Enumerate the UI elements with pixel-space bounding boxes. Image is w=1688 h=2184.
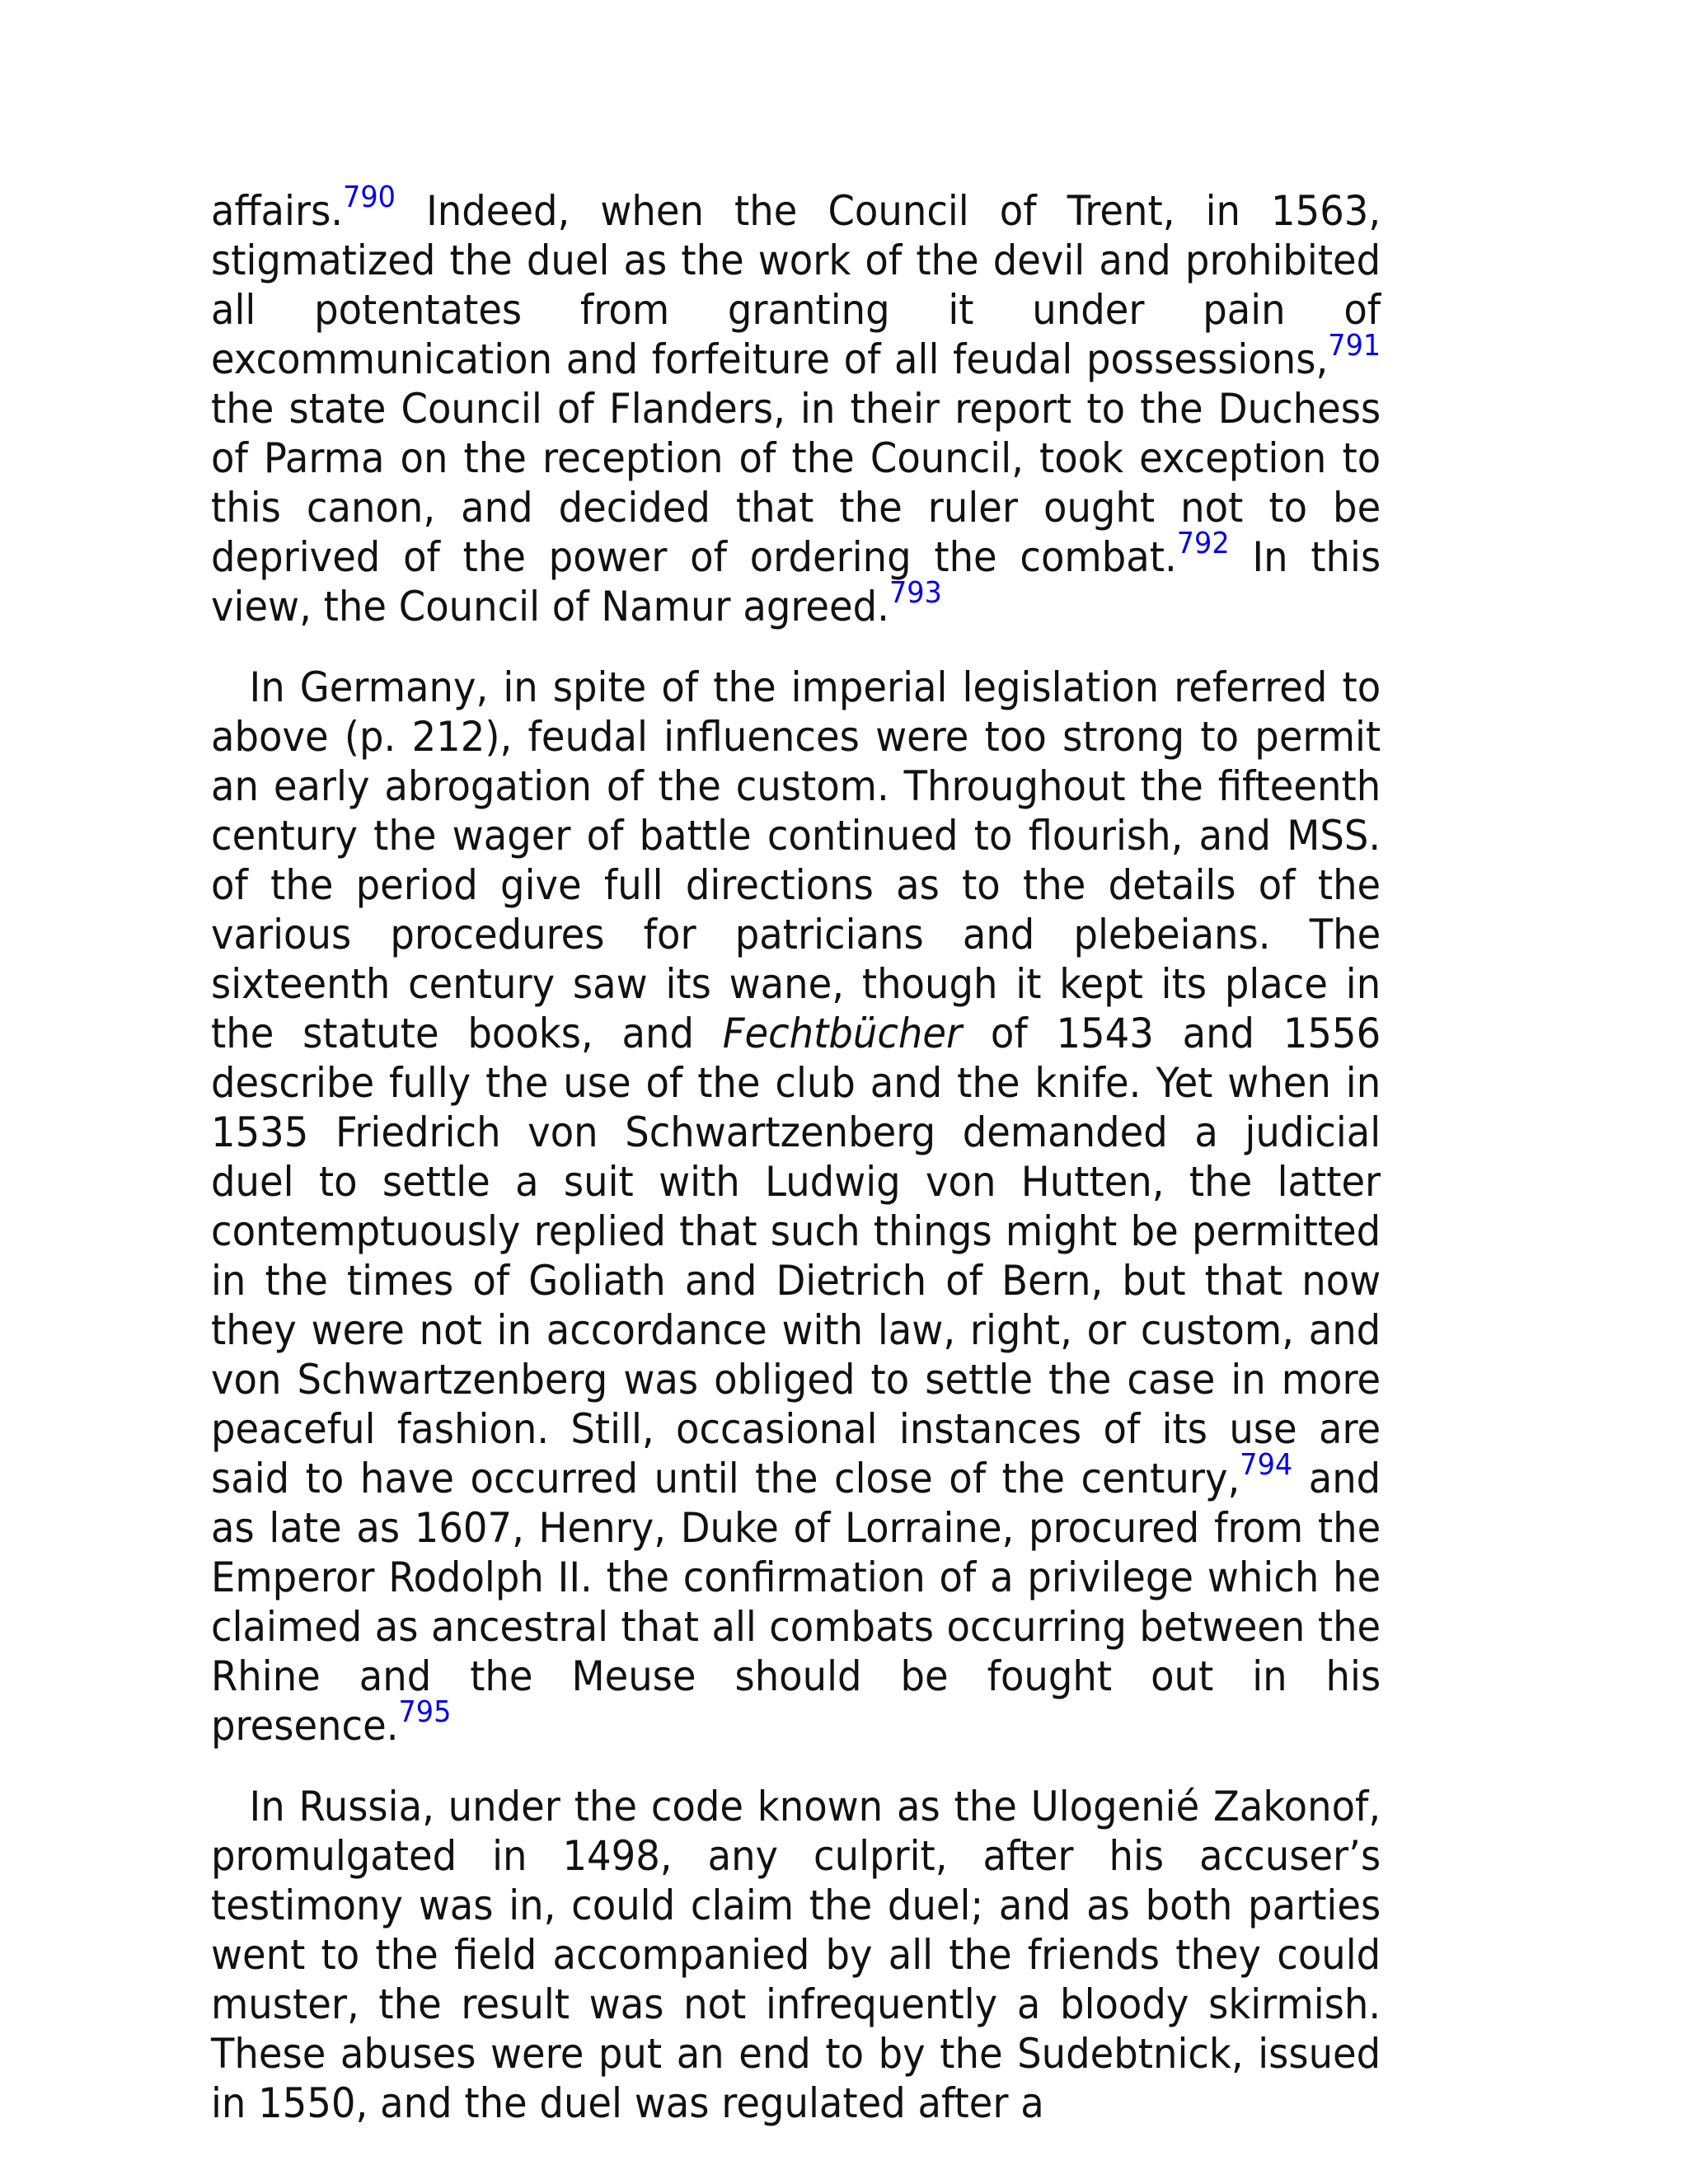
- text-run: In Germany, in spite of the imperial legislation referred to above (p. 212), feudal influences were too strong to permit an early abrogation of the custom. Throughout the fifteenth century the wager of battle continued to flourish, and MSS. of the period give full directions as to the details of the various procedures for patricians and plebeians. The sixteenth century saw its wane, though it kept its place in the statute books, and: [211, 663, 1381, 1057]
- text-run: of 1543 and 1556 describe fully the use of the club and the knife. Yet when in 1535 Friedrich von Schwartzenberg demanded a judicial duel to settle a suit with Ludwig von Hutten, the latter contemptuously replied that such things might be permitted in the times of Goliath and Dietrich of Bern, but that now they were not in accordance with law, right, or custom, and von Schwartzenberg was obliged to settle the case in more peaceful fashion. Still, occasional instances of its use are said to have occurred until the close of the century,: [211, 1010, 1381, 1502]
- footnote-link[interactable]: 795: [398, 1695, 452, 1729]
- text-run: affairs.: [211, 187, 344, 235]
- text-run: Indeed, when the Council of Trent, in 1563, stigmatized the duel as the work of the devil and prohibited all potentates from granting it under pain of excommunication and forfeiture of all feudal possessions,: [211, 187, 1381, 383]
- paragraph: [211, 1782, 1381, 2128]
- footnote-link[interactable]: 791: [1328, 329, 1381, 363]
- italic-title: Fechtbücher: [722, 1010, 963, 1057]
- footnote-link[interactable]: 793: [889, 576, 942, 610]
- text-run: In this view, the Council of Namur agreed.: [211, 533, 1381, 630]
- footnote-link[interactable]: 792: [1176, 527, 1230, 560]
- text-run: In Russia, under the code known as the Ulogenié Zakonof, promulgated in 1498, any culprit, after his accuser’s testimony was in, could claim the duel; and as both parties went to the field accompanied by all the friends they could muster, the result was not infrequently a bloody skirmish. These abuses were put an end to by the Sudebtnick, issued in 1550, and the duel was regulated after a: [211, 1783, 1381, 2127]
- footnote-link[interactable]: 794: [1240, 1448, 1293, 1482]
- book-page-text: [211, 180, 1381, 2128]
- paragraph: [211, 180, 1381, 631]
- footnote-link[interactable]: 790: [343, 180, 396, 214]
- text-run: the state Council of Flanders, in their report to the Duchess of Parma on the reception of the Council, took exception to this canon, and decided that the ruler ought not to be deprived of the power of ordering the combat.: [211, 385, 1381, 581]
- paragraph: [211, 663, 1381, 1750]
- text-run: and as late as 1607, Henry, Duke of Lorraine, procured from the Emperor Rodolph II. the confirmation of a privilege which he claimed as ancestral that all combats occurring between the Rhine and the Meuse should be fought out in his presence.: [211, 1455, 1381, 1750]
